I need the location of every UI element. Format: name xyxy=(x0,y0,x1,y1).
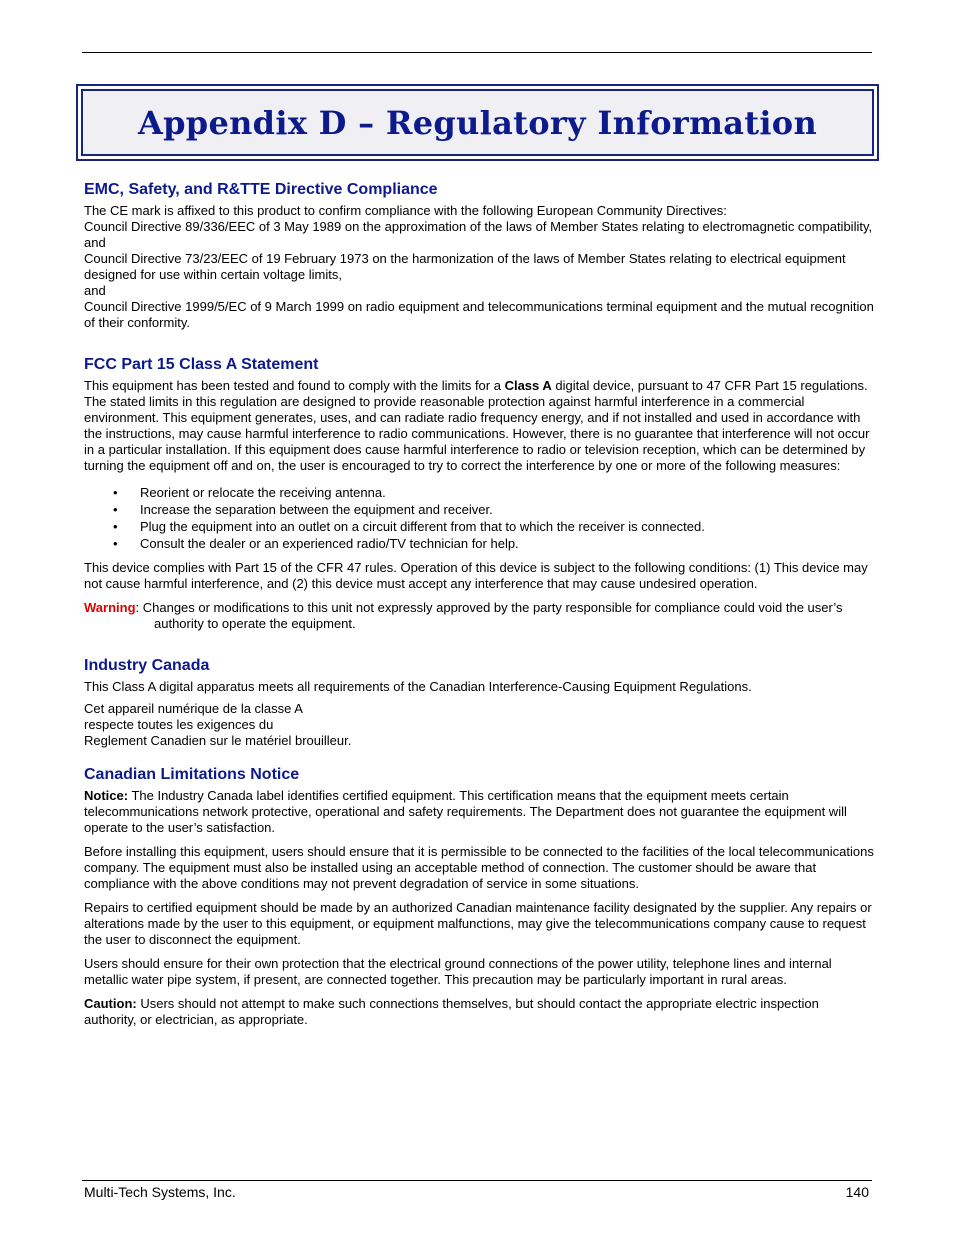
limitations-paragraph-2: Before installing this equipment, users should ensure that it is permissible to be connected to the facilities of the local telecommunications company. The equipment must also be installed using an acceptable method of connection. The customer should be aware that compliance with the above conditions may not prevent degradation of service in some situations. xyxy=(84,844,874,891)
limitations-caution xyxy=(84,996,874,1028)
list-item-text: Plug the equipment into an outlet on a circuit different from that to which the receiver is connected. xyxy=(140,519,705,534)
industry-canada-french-3: Reglement Canadien sur le matériel brouilleur. xyxy=(84,733,352,748)
page-title: Appendix D – Regulatory Information xyxy=(137,103,818,142)
list-item-text: Increase the separation between the equipment and receiver. xyxy=(140,502,493,517)
footer-company: Multi-Tech Systems, Inc. xyxy=(84,1184,236,1200)
list-item xyxy=(113,484,874,501)
document-body xyxy=(84,180,874,1028)
limitations-paragraph-4: Users should ensure for their own protection that the electrical ground connections of the power utility, telephone lines and internal metallic water pipe system, if present, are connected together. This precaution may be particularly important in rural areas. xyxy=(84,956,832,987)
industry-canada-french-1: Cet appareil numérique de la classe A xyxy=(84,701,303,716)
fcc-section xyxy=(84,355,874,632)
fcc-heading: FCC Part 15 Class A Statement xyxy=(84,356,319,373)
emc-heading: EMC, Safety, and R&TTE Directive Compliance xyxy=(84,181,438,198)
emc-and-1: and xyxy=(84,235,106,250)
fcc-warning xyxy=(84,600,874,632)
emc-directive-3: Council Directive 1999/5/EC of 9 March 1999 on radio equipment and telecommunications terminal equipment and the mutual recognition of their conformity. xyxy=(84,299,874,330)
industry-canada-french-2: respecte toutes les exigences du xyxy=(84,717,274,732)
list-item xyxy=(113,501,874,518)
fcc-para1-start: This equipment has been tested and found to comply with the limits for a xyxy=(84,378,505,393)
bullet-glyph: • xyxy=(113,519,118,534)
footer-page-number: 140 xyxy=(845,1184,869,1200)
limitations-notice xyxy=(84,788,874,836)
limitations-paragraph-3: Repairs to certified equipment should be made by an authorized Canadian maintenance facility designated by the supplier. Any repairs or alterations made by the user to this equipment, or equipment malfunctions, may give the telecommunications company cause to request the user to disconnect the equipment. xyxy=(84,900,872,947)
limitations-section xyxy=(84,765,874,1028)
warning-label: Warning xyxy=(84,600,136,615)
bullet-glyph: • xyxy=(113,502,118,517)
fcc-paragraph-2: This device complies with Part 15 of the CFR 47 rules. Operation of this device is subject to the following conditions: (1) This device may not cause harmful interference, and (2) this device must accept any interference that may cause undesired operation. xyxy=(84,560,868,591)
title-panel xyxy=(81,89,874,156)
emc-directive-2: Council Directive 73/23/EEC of 19 February 1973 on the harmonization of the laws of Member States relating to electrical equipment designed for use within certain voltage limits, xyxy=(84,251,846,282)
title-frame xyxy=(76,84,879,161)
fcc-class-a: Class A xyxy=(504,378,552,393)
list-item-text: Consult the dealer or an experienced radio/TV technician for help. xyxy=(140,536,519,551)
caution-label: Caution: xyxy=(84,996,137,1011)
emc-and-2: and xyxy=(84,283,106,298)
list-item xyxy=(113,518,874,535)
list-item-text: Reorient or relocate the receiving antenna. xyxy=(140,485,386,500)
emc-section xyxy=(84,180,874,331)
fcc-para1-end: digital device, pursuant to 47 CFR Part 15 regulations. The stated limits in this regulation are designed to provide reasonable protection against harmful interference in a commercial environment. This equipment generates, uses, and can radiate radio frequency energy, and if not installed and used in accordance with the instructions, may cause harmful interference to radio communications. However, there is no guarantee that interference will not occur in a particular installation. If this equipment does cause harmful interference to radio or television reception, which can be determined by turning the equipment off and on, the user is encouraged to try to correct the interference by one or more of the following measures: xyxy=(84,378,870,473)
caution-text: Users should not attempt to make such connections themselves, but should contact the appropriate electric inspection authority, or electrician, as appropriate. xyxy=(84,996,819,1027)
fcc-measures-list xyxy=(84,484,874,552)
footer-rule xyxy=(82,1180,872,1181)
bullet-glyph: • xyxy=(113,536,118,551)
bullet-glyph: • xyxy=(113,485,118,500)
header-rule xyxy=(82,52,872,53)
warning-text: : Changes or modifications to this unit not expressly approved by the party responsible for compliance could void the user’s authority to operate the equipment. xyxy=(135,600,843,631)
emc-directive-1: Council Directive 89/336/EEC of 3 May 1989 on the approximation of the laws of Member States relating to electromagnetic compatibility, xyxy=(84,219,873,234)
limitations-heading: Canadian Limitations Notice xyxy=(84,766,300,783)
fcc-paragraph-1 xyxy=(84,378,874,474)
industry-canada-section xyxy=(84,656,874,749)
notice-label: Notice: xyxy=(84,788,129,803)
emc-intro: The CE mark is affixed to this product to confirm compliance with the following European Community Directives: xyxy=(84,203,727,218)
list-item xyxy=(113,535,874,552)
industry-canada-heading: Industry Canada xyxy=(84,657,210,674)
industry-canada-english: This Class A digital apparatus meets all requirements of the Canadian Interference-Causing Equipment Regulations. xyxy=(84,679,752,694)
notice-text: The Industry Canada label identifies certified equipment. This certification means that the equipment meets certain telecommunications network protective, operational and safety requirements. The Department does not guarantee the equipment will operate to the user’s satisfaction. xyxy=(84,788,847,835)
